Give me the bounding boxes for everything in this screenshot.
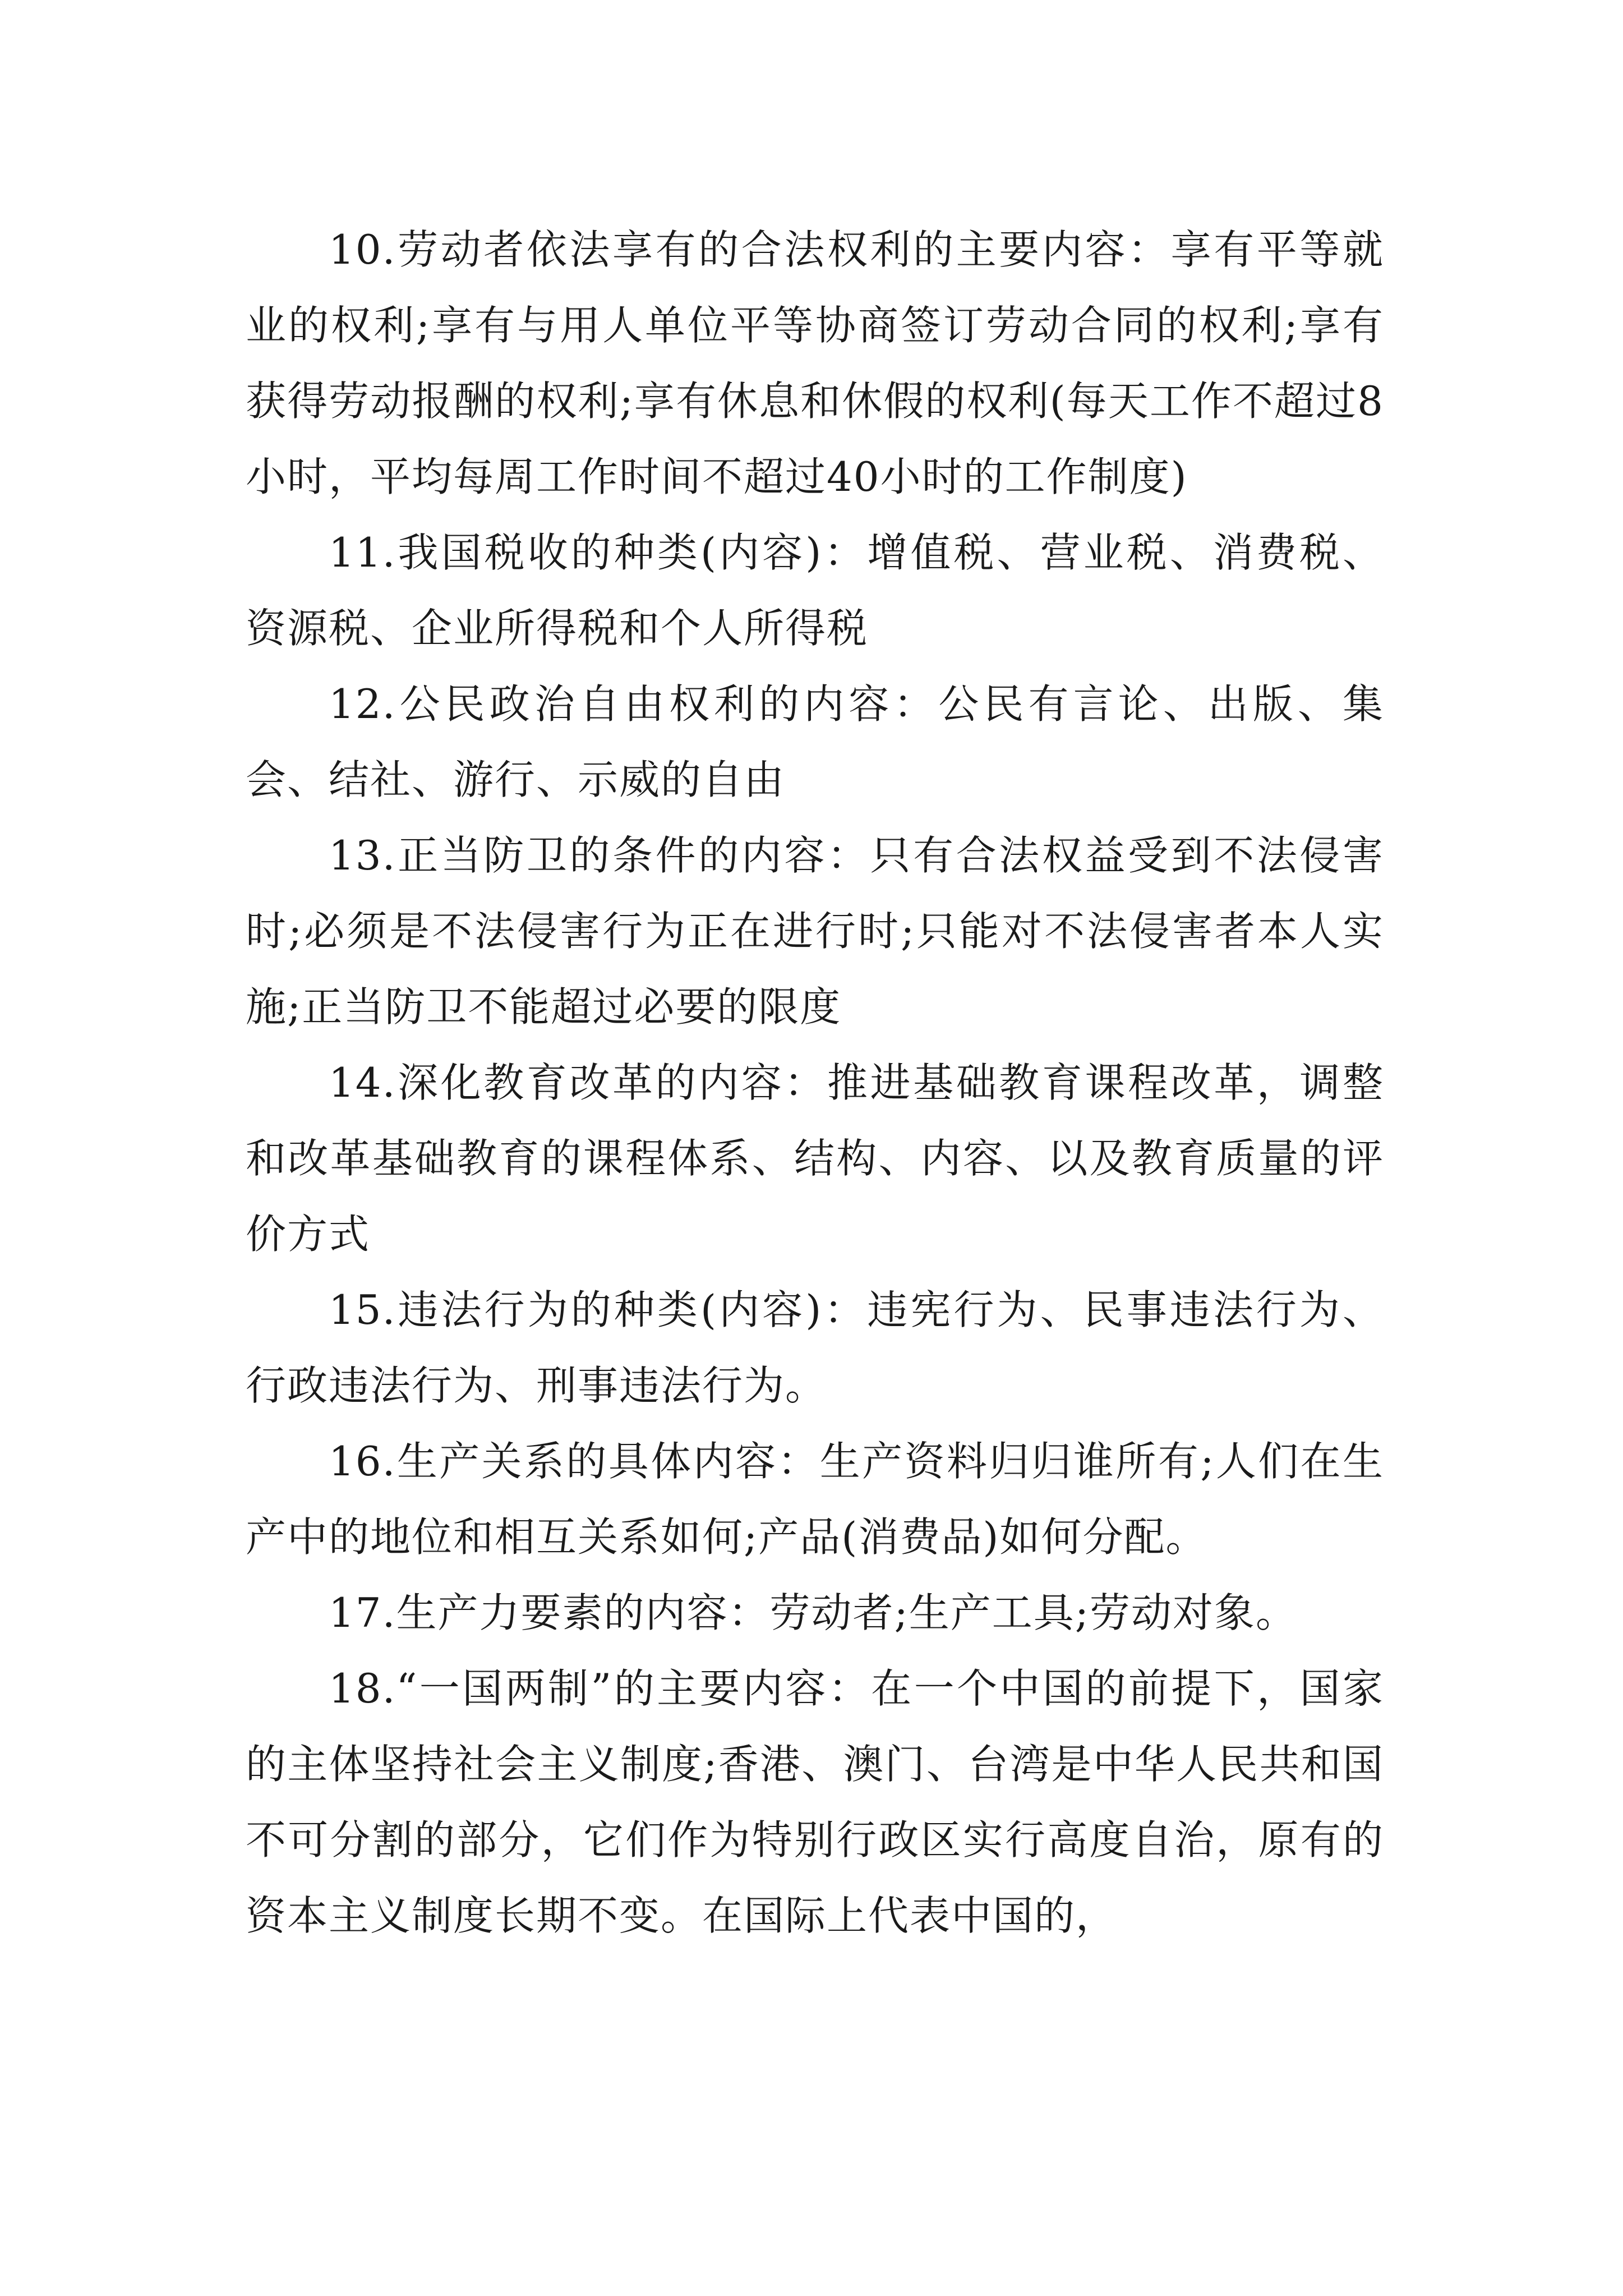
paragraph-13: 13.正当防卫的条件的内容：只有合法权益受到不法侵害时;必须是不法侵害行为正在进行时;只能对不法侵害者本人实施;正当防卫不能超过必要的限度 xyxy=(246,832,1384,1030)
paragraph-17: 17.生产力要素的内容：劳动者;生产工具;劳动对象。 xyxy=(329,1589,1298,1636)
paragraph-14: 14.深化教育改革的内容：推进基础教育课程改革，调整和改革基础教育的课程体系、结构、内容、以及教育质量的评价方式 xyxy=(246,1059,1384,1258)
paragraph-15: 15.违法行为的种类(内容)：违宪行为、民事违法行为、行政违法行为、刑事违法行为。 xyxy=(246,1286,1384,1409)
document-body xyxy=(246,212,1384,1954)
paragraph-16: 16.生产关系的具体内容：生产资料归归谁所有;人们在生产中的地位和相互关系如何;产品(消费品)如何分配。 xyxy=(246,1438,1384,1561)
paragraph-11: 11.我国税收的种类(内容)：增值税、营业税、消费税、资源税、企业所得税和个人所得税 xyxy=(246,529,1384,652)
paragraph-18: 18.“一国两制”的主要内容：在一个中国的前提下，国家的主体坚持社会主义制度;香港、澳门、台湾是中华人民共和国不可分割的部分，它们作为特别行政区实行高度自治，原有的资本主义制度长期不变。在国际上代表中国的， xyxy=(246,1665,1384,1939)
paragraph-10: 10.劳动者依法享有的合法权利的主要内容：享有平等就业的权利;享有与用人单位平等协商签订劳动合同的权利;享有获得劳动报酬的权利;享有休息和休假的权利(每天工作不超过8小时，平均每周工作时间不超过40小时的工作制度) xyxy=(246,226,1384,500)
paragraph-12: 12.公民政治自由权利的内容：公民有言论、出版、集会、结社、游行、示威的自由 xyxy=(246,680,1384,803)
